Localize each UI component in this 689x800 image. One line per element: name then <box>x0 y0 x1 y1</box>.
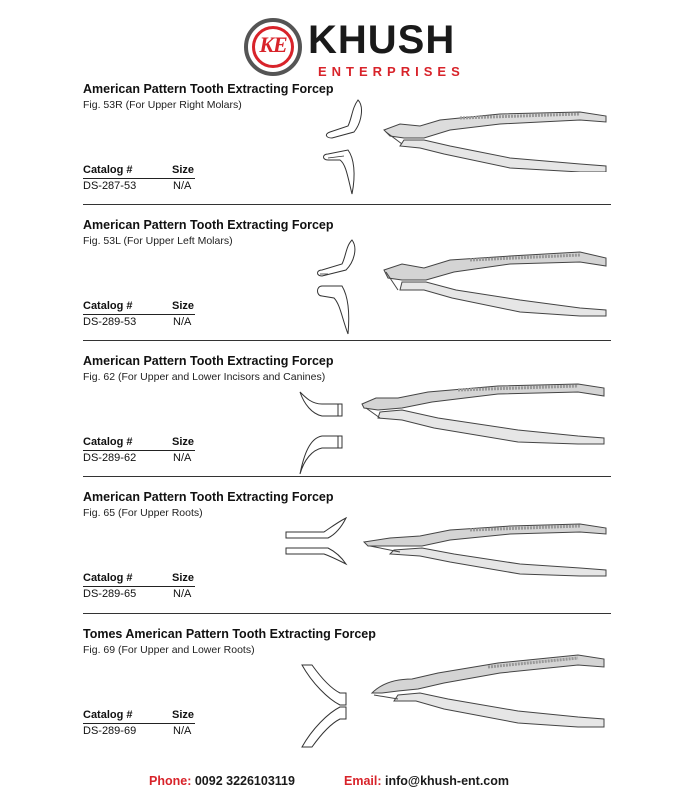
product-section <box>0 218 689 354</box>
product-figure-caption: Fig. 65 (For Upper Roots) <box>83 507 203 519</box>
product-section <box>0 490 689 626</box>
phone-label: Phone: <box>149 774 192 788</box>
email-label: Email: <box>344 774 382 788</box>
forcep-illustration <box>380 110 610 172</box>
size-label: Size <box>172 300 195 312</box>
section-divider <box>83 476 611 477</box>
jaw-tip-illustration <box>298 390 348 476</box>
catalog-number: DS-289-65 <box>83 588 137 600</box>
product-title: Tomes American Pattern Tooth Extracting Forcep <box>83 627 376 641</box>
forcep-illustration <box>358 382 608 448</box>
section-divider <box>83 340 611 341</box>
jaw-tip-illustration <box>284 516 354 566</box>
phone-number: 0092 3226103119 <box>194 774 295 788</box>
product-figure-caption: Fig. 69 (For Upper and Lower Roots) <box>83 644 255 656</box>
size-value: N/A <box>173 180 192 192</box>
catalog-number: DS-289-62 <box>83 452 137 464</box>
size-value: N/A <box>173 452 192 464</box>
catalog-label: Catalog # <box>83 572 133 584</box>
product-figure-caption: Fig. 53R (For Upper Right Molars) <box>83 99 242 111</box>
jaw-tip-illustration <box>312 238 364 338</box>
forcep-illustration <box>380 250 610 318</box>
catalog-header <box>83 436 195 451</box>
jaw-tip-illustration <box>300 663 352 749</box>
footer-phone <box>149 774 295 788</box>
section-divider <box>83 204 611 205</box>
catalog-header <box>83 572 195 587</box>
catalog-label: Catalog # <box>83 300 133 312</box>
product-figure-caption: Fig. 53L (For Upper Left Molars) <box>83 235 233 247</box>
size-label: Size <box>172 164 195 176</box>
product-title: American Pattern Tooth Extracting Forcep <box>83 82 334 96</box>
logo-badge <box>244 18 302 76</box>
size-value: N/A <box>173 316 192 328</box>
product-section <box>0 82 689 218</box>
catalog-header <box>83 300 195 315</box>
product-section <box>0 627 689 763</box>
jaw-tip-illustration <box>318 98 370 198</box>
product-figure-caption: Fig. 62 (For Upper and Lower Incisors and Canines) <box>83 371 326 383</box>
product-title: American Pattern Tooth Extracting Forcep <box>83 490 334 504</box>
size-value: N/A <box>173 588 192 600</box>
product-title: American Pattern Tooth Extracting Forcep <box>83 354 334 368</box>
product-section <box>0 354 689 490</box>
footer-contact <box>0 774 689 792</box>
catalog-number: DS-289-53 <box>83 316 137 328</box>
size-value: N/A <box>173 725 192 737</box>
size-label: Size <box>172 572 195 584</box>
catalog-header <box>83 164 195 179</box>
footer-email <box>344 774 509 788</box>
size-label: Size <box>172 436 195 448</box>
size-label: Size <box>172 709 195 721</box>
catalog-label: Catalog # <box>83 436 133 448</box>
section-divider <box>83 613 611 614</box>
catalog-number: DS-289-69 <box>83 725 137 737</box>
forcep-illustration <box>368 653 608 729</box>
catalog-label: Catalog # <box>83 709 133 721</box>
catalog-label: Catalog # <box>83 164 133 176</box>
product-title: American Pattern Tooth Extracting Forcep <box>83 218 334 232</box>
catalog-header <box>83 709 195 724</box>
brand-name: KHUSH <box>308 18 456 62</box>
logo-monogram: KE <box>259 32 287 57</box>
header <box>0 8 689 79</box>
email-address[interactable]: info@khush-ent.com <box>385 774 509 788</box>
forcep-illustration <box>360 522 610 578</box>
catalog-number: DS-287-53 <box>83 180 137 192</box>
brand-tagline: ENTERPRISES <box>318 64 465 79</box>
